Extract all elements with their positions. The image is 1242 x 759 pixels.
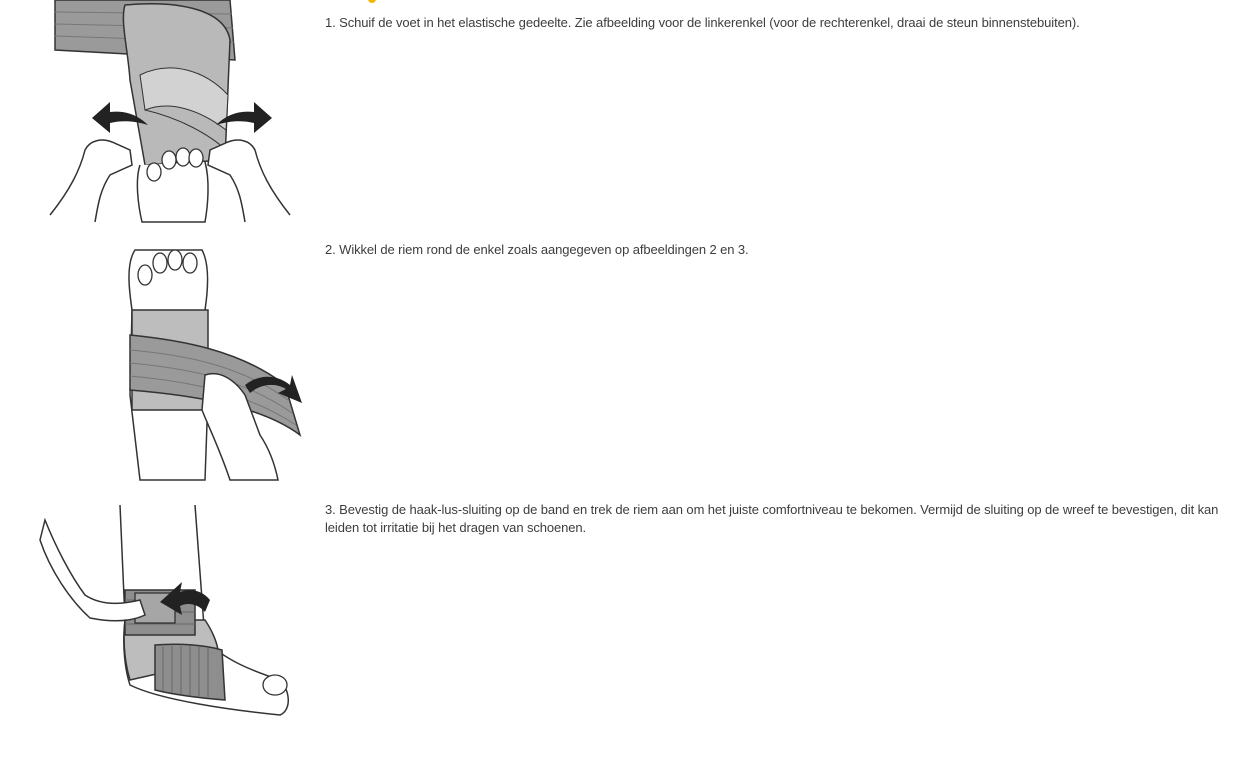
fasten-closure-illustration xyxy=(30,500,310,730)
step-2-text: 2. Wikkel de riem rond de enkel zoals aangegeven op afbeeldingen 2 en 3. xyxy=(325,242,749,257)
wrap-strap-illustration xyxy=(30,235,310,485)
fasten-closure-icon xyxy=(30,500,310,730)
instruction-step-2 xyxy=(0,235,1242,485)
step-1-text: 1. Schuif de voet in het elastische gedeelte. Zie afbeelding voor de linkerenkel (voor de rechterenkel, draai de steun binnenstebuiten). xyxy=(325,15,1080,30)
instruction-step-3 xyxy=(0,500,1242,730)
foot-into-sleeve-illustration xyxy=(30,0,310,225)
instruction-step-1 xyxy=(0,0,1242,225)
foot-into-sleeve-icon xyxy=(30,0,310,225)
wrap-strap-icon xyxy=(30,235,310,485)
step-3-text: 3. Bevestig de haak-lus-sluiting op de band en trek de riem aan om het juiste comfortniveau te bekomen. Vermijd de sluiting op de wreef te bevestigen, dit kan leiden tot irritatie bij het dragen van schoenen. xyxy=(325,502,1219,535)
